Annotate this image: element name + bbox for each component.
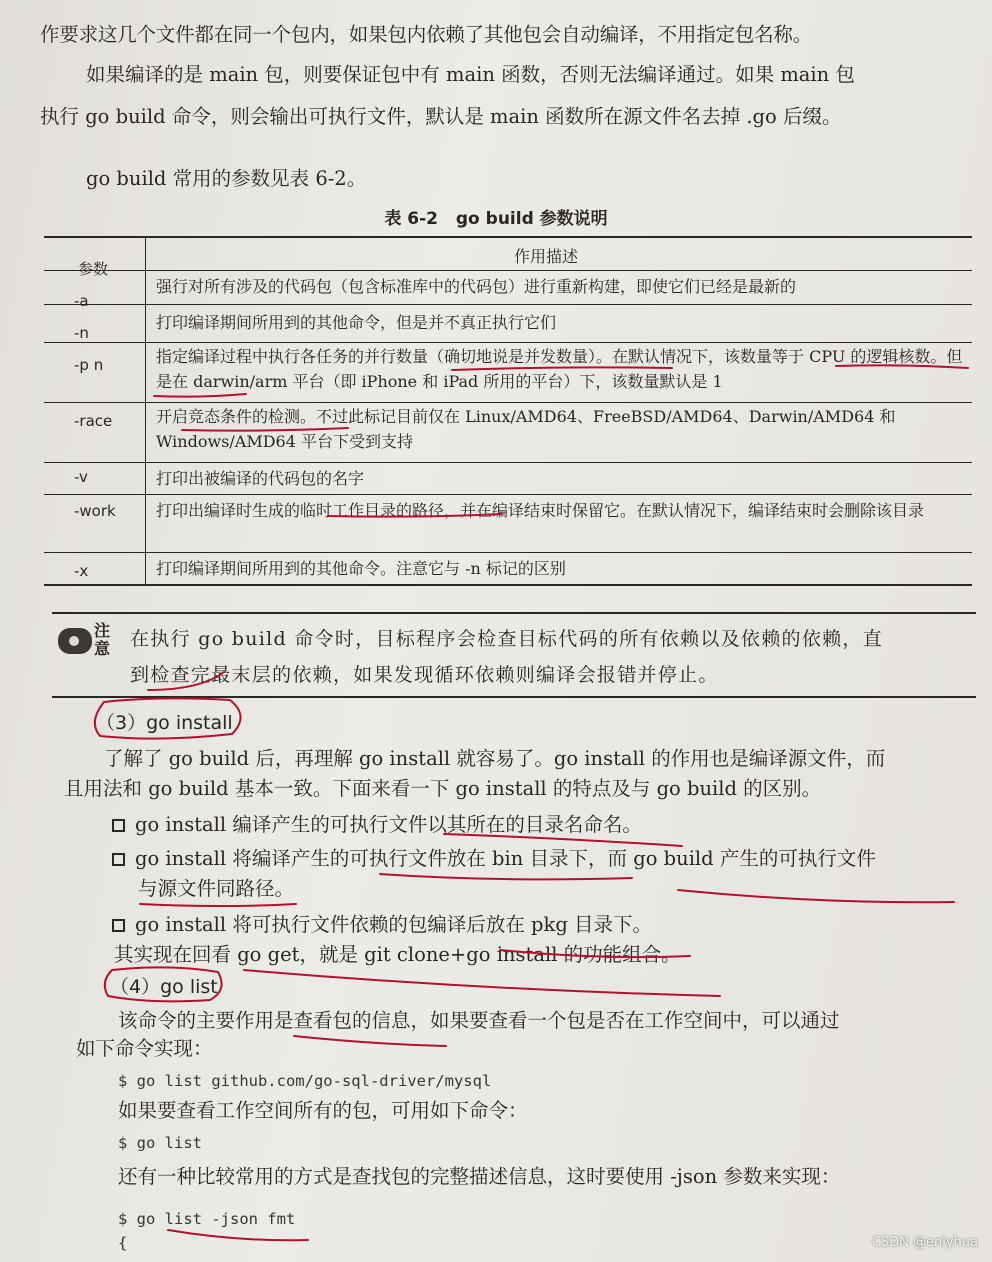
table-row-param: -v [74, 468, 88, 486]
code-line: $ go list github.com/go-sql-driver/mysql [118, 1072, 492, 1090]
underline-mark [380, 874, 632, 879]
intro-line-4: go build 常用的参数见表 6-2。 [86, 167, 367, 190]
table-row-param: -p n [74, 356, 104, 374]
note-box [52, 612, 976, 698]
intro-line-2: 如果编译的是 main 包，则要保证包中有 main 函数，否则无法编译通过。如果 main 包 [86, 63, 855, 86]
table-row-desc: 开启竞态条件的检测。不过此标记目前仅在 Linux/AMD64、FreeBSD/AMD64、Darwin/AMD64 和 Windows/AMD64 平台下受到支持 [156, 407, 896, 451]
section-4-para-line-1: 该命令的主要作用是查看包的信息，如果要查看一个包是否在工作空间中，可以通过 [118, 1009, 840, 1032]
camera-note-icon [58, 628, 92, 654]
underline-mark [140, 904, 296, 906]
bullet-text: go install 编译产生的可执行文件以其所在的目录名命名。 [135, 813, 642, 836]
section-4-text-3: 还有一种比较常用的方式是查找包的完整描述信息，这时要使用 -json 参数来实现： [118, 1165, 841, 1188]
section-3-para-line-1: 了解了 go build 后，再理解 go install 就容易了。go install 的作用也是编译源文件，而 [104, 747, 886, 770]
table-row-param: -a [74, 292, 89, 310]
note-label: 注意 [94, 621, 111, 658]
table-row-desc: 打印出被编译的代码包的名字 [156, 469, 365, 488]
watermark: CSDN @enlyhua [871, 1235, 978, 1250]
section-4-text-2: 如果要查看工作空间所有的包，可用如下命令： [118, 1099, 528, 1122]
table-header-desc: 作用描述 [514, 247, 579, 266]
table-row-param: -race [74, 412, 113, 430]
note-line-1: 在执行 go build 命令时，目标程序会检查目标代码的所有依赖以及依赖的依赖，直 [130, 628, 884, 650]
intro-line-3: 执行 go build 命令，则会输出可执行文件，默认是 main 函数所在源文件名去掉 .go 后缀。 [40, 105, 842, 128]
underline-mark [678, 890, 954, 902]
table-row-desc: 打印编译期间所用到的其他命令。注意它与 -n 标记的区别 [156, 559, 566, 578]
code-line: $ go list -json fmt [118, 1210, 296, 1228]
checkbox-bullet-icon [112, 819, 125, 832]
bullet-text: go install 将编译产生的可执行文件放在 bin 目录下，而 go build 产生的可执行文件 [135, 847, 876, 870]
table-caption [0, 204, 992, 229]
table-row-desc: 指定编译过程中执行各任务的并行数量（确切地说是并发数量）。在默认情况下，该数量等于 CPU 的逻辑核数。但是在 darwin/arm 平台（即 iPhone 和 iPad 所用的平台）下，该数量默认是 1 [156, 347, 963, 391]
table-row-desc: 强行对所有涉及的代码包（包含标准库中的代码包）进行重新构建，即使它们已经是最新的 [156, 277, 797, 296]
table-row-param: -x [74, 562, 89, 580]
section-3-para-line-2: 且用法和 go build 基本一致。下面来看一下 go install 的特点及与 go build 的区别。 [64, 777, 822, 800]
code-line: $ go list [118, 1134, 202, 1152]
section-4-heading: （4）go list [110, 976, 218, 998]
table-row-param: -work [74, 502, 116, 520]
bullet-item [112, 912, 652, 938]
checkbox-bullet-icon [112, 919, 125, 932]
table-row-desc: 打印编译期间所用到的其他命令，但是并不真正执行它们 [156, 313, 557, 332]
section-3-closing: 其实现在回看 go get，就是 git clone+go install 的功能组合。 [114, 943, 681, 966]
underline-mark [244, 970, 720, 996]
intro-line-1: 作要求这几个文件都在同一个包内，如果包内依赖了其他包会自动编译，不用指定包名称。 [40, 23, 813, 46]
table-caption-title: go build 参数说明 [455, 209, 608, 229]
bullet-text-continued: 与源文件同路径。 [138, 877, 295, 900]
section-4-para-line-2: 如下命令实现： [76, 1037, 213, 1060]
bullet-item [112, 812, 642, 838]
table-caption-number: 表 6-2 [384, 209, 438, 229]
table-row-desc: 打印出编译时生成的临时工作目录的路径，并在编译结束时保留它。在默认情况下，编译结束时会删除该目录 [156, 501, 925, 520]
bullet-item [112, 846, 876, 872]
note-line-2: 到检查完最末层的依赖，如果发现循环依赖则编译会报错并停止。 [130, 664, 719, 686]
table-row-param: -n [74, 324, 89, 342]
section-3-heading: （3）go install [96, 712, 233, 734]
checkbox-bullet-icon [112, 853, 125, 866]
bullet-text: go install 将可执行文件依赖的包编译后放在 pkg 目录下。 [135, 913, 653, 936]
code-line: { [118, 1234, 128, 1252]
parameter-table [44, 236, 972, 586]
table-header-param: 参数 [78, 260, 109, 278]
underline-mark [294, 1036, 446, 1046]
